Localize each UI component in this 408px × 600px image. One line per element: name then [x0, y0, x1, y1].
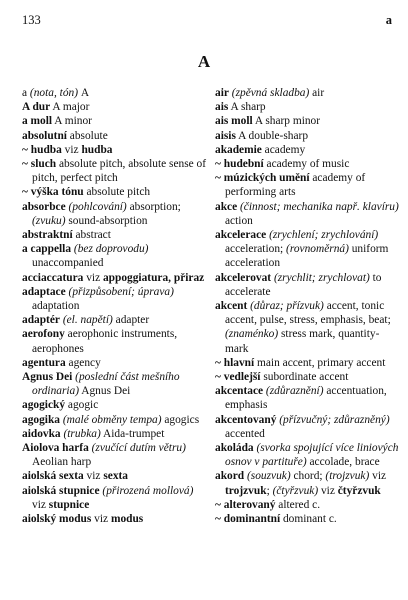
gloss-note: (trojzvuk) [325, 470, 370, 483]
headword: sexta [103, 470, 129, 483]
translation: A double-sharp [235, 129, 309, 142]
dictionary-entry [22, 242, 207, 270]
running-head [22, 13, 392, 29]
translation: viz [61, 143, 82, 156]
translation: abstract [72, 229, 111, 242]
dictionary-entry [22, 441, 207, 469]
gloss-note: (bez doprovodu) [71, 243, 149, 256]
dictionary-entry [22, 413, 207, 427]
headword: absolutní [22, 129, 67, 142]
headword: čtyřzvuk [337, 484, 381, 497]
dictionary-entry [215, 171, 400, 199]
translation: a [22, 87, 28, 99]
page-number: 133 [22, 13, 41, 27]
headword: adaptace [22, 285, 66, 298]
translation: viz [32, 498, 49, 511]
translation: A sharp minor [252, 115, 321, 128]
dictionary-entry [215, 356, 400, 370]
translation: dominant c. [280, 513, 337, 526]
translation: Aida-trumpet [100, 427, 165, 440]
translation: viz [83, 470, 104, 483]
gloss-note: (trubka) [60, 427, 101, 440]
gloss-note: (zpěvná skladba) [228, 87, 310, 99]
translation: main accent, primary accent [254, 356, 386, 369]
dictionary-entry [215, 512, 400, 526]
headword: aiolský modus [22, 513, 92, 526]
translation: agogic [65, 399, 99, 412]
dictionary-entry [215, 129, 400, 143]
translation: sound-absorption [65, 214, 148, 227]
dictionary-entry [215, 441, 400, 469]
translation: adapter [112, 314, 150, 327]
dictionary-entry [22, 185, 207, 199]
dictionary-entry [215, 86, 400, 100]
translation: subordinate accent [260, 371, 349, 384]
gloss-note: (zvuku) [32, 214, 66, 227]
left-column [22, 86, 207, 526]
dictionary-entry [215, 299, 400, 356]
headword: abstraktní [22, 229, 73, 242]
translation: A minor [52, 115, 92, 128]
dictionary-entry [22, 200, 207, 228]
dictionary-entry [215, 157, 400, 171]
dictionary-entry [215, 498, 400, 512]
translation: agency [65, 356, 101, 369]
headword: ~ výška tónu [22, 186, 84, 199]
translation: adaptation [32, 300, 80, 313]
headword: aiolská stupnice [22, 484, 100, 497]
translation: to accelerate [225, 271, 382, 298]
headword: ais [215, 101, 229, 114]
gloss-note: (přízvučný; zdůrazněný) [276, 413, 390, 426]
translation: Aeolian harp [32, 456, 92, 469]
dictionary-entry [22, 285, 207, 313]
translation: accented [225, 427, 265, 440]
translation: uniform acceleration [225, 243, 389, 270]
gloss-note: (rovnoměrná) [286, 243, 349, 256]
translation: Agnus Dei [79, 385, 131, 398]
headword: akademie [215, 143, 262, 156]
dictionary-entry [215, 228, 400, 271]
gloss-note: (zrychlit; zrychlovat) [271, 271, 370, 284]
translation: A sharp [228, 101, 266, 114]
headword: ~ dominantní [215, 513, 281, 526]
gloss-note: (zdůraznění) [263, 385, 324, 398]
headword: ~ alterovaný [215, 498, 276, 511]
dictionary-entry [22, 398, 207, 412]
headword: Agnus Dei [22, 371, 73, 384]
headword: absorbce [22, 200, 66, 213]
headword: adaptér [22, 314, 60, 327]
headword: aisis [215, 129, 236, 142]
headword: aerofony [22, 328, 65, 341]
translation: A [80, 87, 90, 99]
headword: A dur [22, 101, 51, 114]
dictionary-entry [22, 370, 207, 398]
dictionary-entry [22, 469, 207, 483]
dictionary-entry [215, 200, 400, 228]
translation: unaccompanied [32, 257, 104, 270]
dictionary-entry [22, 228, 207, 242]
headword: ais moll [215, 115, 253, 128]
gloss-note: (přirozená mollová) [99, 484, 194, 497]
translation: agogics [161, 413, 200, 426]
gloss-note: (zrychlení; zrychlování) [266, 229, 379, 242]
translation: acceleration; [225, 243, 287, 256]
gloss-note: (čtyřzvuk) [272, 484, 319, 497]
dictionary-entry [22, 157, 207, 185]
dictionary-entry [22, 313, 207, 327]
dictionary-entry [215, 100, 400, 114]
gloss-note: (pohlcování) [65, 200, 127, 213]
translation: absolute pitch, absolute sense of pitch, perfect pitch [32, 158, 207, 185]
headword: appoggiatura, přiraz [102, 271, 205, 284]
translation: accentuation, emphasis [225, 385, 387, 412]
dictionary-entry [215, 469, 400, 497]
dictionary-entry [215, 143, 400, 157]
headword: trojzvuk [225, 484, 267, 497]
dictionary-entry [215, 384, 400, 412]
headword: agogika [22, 413, 60, 426]
gloss-note: (nota, tón) [27, 87, 81, 99]
gloss-note: (poslední část mešního ordinaria) [32, 371, 180, 398]
translation: accolade, brace [306, 456, 380, 469]
headword: ~ hlavní [215, 356, 255, 369]
headword: akce [215, 200, 238, 213]
dictionary-entry [22, 484, 207, 512]
translation: viz [83, 271, 103, 284]
translation: chord; [290, 470, 326, 483]
headword: akord [215, 470, 245, 483]
dictionary-entry [215, 271, 400, 299]
gloss-note: (svorka spojující více liniových osnov v partituře) [225, 442, 399, 469]
gloss-note: (přizpůsobení; úprava) [65, 285, 174, 298]
dictionary-entry [22, 86, 207, 100]
dictionary-entry [22, 271, 207, 285]
dictionary-entry [22, 114, 207, 128]
dictionary-entry [215, 114, 400, 128]
gloss-note: (činnost; mechanika např. klavíru) [237, 200, 399, 213]
headword: ~ hudba [22, 143, 62, 156]
headword: hudba [81, 143, 113, 156]
headword: akcelerace [215, 229, 267, 242]
headword: akcentace [215, 385, 264, 398]
dictionary-entry [22, 143, 207, 157]
dictionary-entry [22, 100, 207, 114]
translation: absolute pitch [83, 186, 151, 199]
headword: ~ hudební [215, 158, 264, 171]
headword: air [215, 87, 229, 99]
dictionary-entry [22, 356, 207, 370]
dictionary-entry [22, 129, 207, 143]
gloss-note: (el. napětí) [59, 314, 113, 327]
dictionary-entry [215, 413, 400, 441]
headword: akcelerovat [215, 271, 272, 284]
dictionary-entry [22, 327, 207, 355]
dictionary-entry [215, 370, 400, 384]
headword: acciaccatura [22, 271, 84, 284]
translation: action [225, 214, 253, 227]
translation: viz [318, 484, 338, 497]
gloss-note: (zvučící dutím větru) [88, 442, 186, 455]
dictionary-entry [22, 427, 207, 441]
headword: stupnice [48, 498, 90, 511]
translation: air [309, 87, 325, 99]
translation: altered c. [275, 498, 321, 511]
gloss-note: (důraz; přízvuk) [247, 300, 324, 313]
headword: Aiolova harfa [22, 442, 89, 455]
translation: academy of music [263, 158, 350, 171]
headword: akoláda [215, 442, 254, 455]
headword: akcent [215, 300, 248, 313]
translation: ; [266, 484, 273, 497]
translation: absolute [66, 129, 108, 142]
headword: a moll [22, 115, 53, 128]
translation: academy of performing arts [225, 172, 366, 199]
gloss-note: (souzvuk) [244, 470, 291, 483]
headword: akcentovaný [215, 413, 277, 426]
translation: viz [369, 470, 387, 483]
headword: aiolská sexta [22, 470, 84, 483]
headword: ~ múzických umění [215, 172, 310, 185]
gloss-note: (malé obměny tempa) [59, 413, 162, 426]
headword: ~ sluch [22, 158, 57, 171]
translation: absorption; [126, 200, 181, 213]
gloss-note: (znaménko) [225, 328, 279, 341]
section-letter-heading: A [197, 52, 211, 71]
headword: ~ vedlejší [215, 371, 261, 384]
headword: aidovka [22, 427, 61, 440]
translation: stress mark, quantity-mark [225, 328, 380, 355]
headword: modus [110, 513, 144, 526]
dictionary-entry [22, 512, 207, 526]
headword: agentura [22, 356, 66, 369]
headword: agogický [22, 399, 66, 412]
translation: A major [50, 101, 90, 114]
translation: viz [91, 513, 111, 526]
translation: accent, tonic accent, pulse, stress, emphasis, beat; [225, 300, 391, 327]
guide-letter: a [385, 13, 392, 27]
headword: a cappella [22, 243, 72, 256]
translation: aerophonic instruments, aerophones [32, 328, 178, 355]
translation: academy [261, 143, 306, 156]
right-column [215, 86, 400, 526]
